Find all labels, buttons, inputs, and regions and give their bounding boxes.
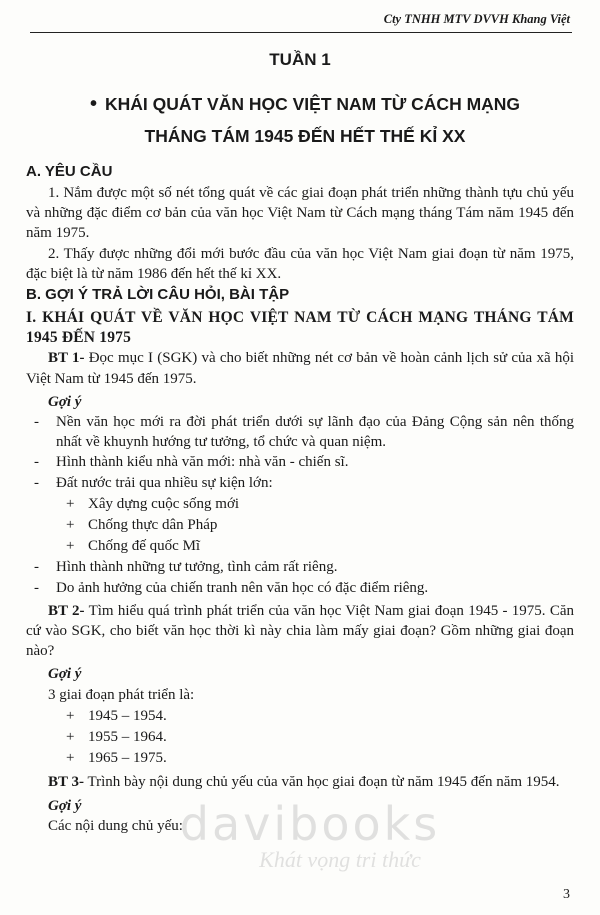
list-item-text: Nền văn học mới ra đời phát triển dưới sự lãnh đạo của Đảng Cộng sản nên thống nhất về khuynh hướng tư tưởng, tổ chức và quan niệm. bbox=[56, 414, 574, 451]
bt1-sublist bbox=[26, 494, 574, 557]
lesson-title-line-2: THÁNG TÁM 1945 ĐẾN HẾT THẾ KỈ XX bbox=[144, 126, 466, 146]
watermark-slogan: Khát vọng tri thức bbox=[259, 847, 421, 872]
bt3-intro: Các nội dung chủ yếu: bbox=[48, 817, 183, 834]
list-item-text: Do ảnh hưởng của chiến tranh nên văn học có đặc điểm riêng. bbox=[56, 579, 429, 596]
bt1-question bbox=[26, 348, 574, 388]
list-item-text: Hình thành kiểu nhà văn mới: nhà văn - chiến sĩ. bbox=[56, 454, 349, 471]
bt2-question bbox=[26, 601, 574, 662]
bt1-label: BT 1- bbox=[48, 350, 85, 367]
plus-mark: + bbox=[66, 517, 75, 534]
bt3-label: BT 3- bbox=[48, 774, 84, 791]
list-item bbox=[26, 412, 574, 452]
list-item-text: Hình thành những tư tưởng, tình cảm rất riêng. bbox=[56, 559, 338, 576]
list-item bbox=[26, 557, 574, 577]
dash-mark: - bbox=[34, 454, 39, 471]
list-item bbox=[26, 706, 574, 726]
lesson-title-line-1-text: KHÁI QUÁT VĂN HỌC VIỆT NAM TỪ CÁCH MẠNG bbox=[104, 94, 521, 114]
bt3-question-text: Trình bày nội dung chủ yếu của văn học giai đoạn từ năm 1945 đến năm 1954. bbox=[83, 774, 560, 791]
list-item-text: Xây dựng cuộc sống mới bbox=[88, 495, 240, 512]
bt1-list bbox=[26, 412, 574, 598]
dash-mark: - bbox=[34, 559, 39, 576]
list-item bbox=[26, 727, 574, 747]
bt3-hint: Gợi ý bbox=[48, 797, 82, 814]
list-item-text: Chống thực dân Pháp bbox=[88, 517, 218, 534]
page-number: 3 bbox=[563, 887, 570, 902]
list-item bbox=[26, 473, 574, 493]
bt1-hint: Gợi ý bbox=[48, 393, 82, 410]
publisher-header: Cty TNHH MTV DVVH Khang Việt bbox=[383, 12, 570, 26]
lesson-title-line-1 bbox=[40, 88, 570, 120]
list-item-text: Đất nước trải qua nhiều sự kiện lớn: bbox=[56, 474, 273, 491]
list-item-text: 1955 – 1964. bbox=[88, 729, 167, 746]
bt3-question bbox=[26, 772, 574, 792]
list-item bbox=[26, 494, 574, 514]
bt2-label: BT 2- bbox=[48, 602, 85, 619]
title-bullet: • bbox=[89, 93, 97, 115]
list-item-text: 1965 – 1975. bbox=[88, 750, 167, 767]
list-item bbox=[26, 536, 574, 556]
dash-mark: - bbox=[34, 414, 39, 431]
list-item bbox=[26, 748, 574, 768]
plus-mark: + bbox=[66, 729, 75, 746]
list-item bbox=[26, 515, 574, 535]
dash-mark: - bbox=[34, 579, 39, 596]
bt2-question-text: Tìm hiểu quá trình phát triển của văn học Việt Nam giai đoạn 1945 - 1975. Căn cứ vào SGK, cho biết văn học thời kì này chia làm mấy giai đoạn? Gồm những giai đoạn nào? bbox=[26, 602, 575, 660]
dash-mark: - bbox=[34, 474, 39, 491]
bt2-hint: Gợi ý bbox=[48, 666, 82, 683]
bt2-intro: 3 giai đoạn phát triển là: bbox=[48, 686, 195, 703]
week-heading: TUẦN 1 bbox=[269, 50, 331, 69]
bt1-question-text: Đọc mục I (SGK) và cho biết những nét cơ bản về hoàn cảnh lịch sử của xã hội Việt Nam từ 1945 đến 1975. bbox=[26, 350, 575, 387]
plus-mark: + bbox=[66, 538, 75, 555]
plus-mark: + bbox=[66, 707, 75, 724]
section-a-paragraph-1: 1. Nắm được một số nét tổng quát về các giai đoạn phát triển những thành tựu chủ yếu và những đặc điểm cơ bản của văn học Việt Nam từ Cách mạng tháng Tám năm 1945 đến năm 1975. bbox=[26, 185, 574, 242]
bt2-periods bbox=[26, 706, 574, 769]
section-a-paragraph-2: 2. Thấy được những đổi mới bước đầu của văn học Việt Nam giai đoạn từ năm 1975, đặc biệt là từ năm 1986 đến hết thế kỉ XX. bbox=[26, 245, 574, 282]
watermark-brand: davibooks bbox=[179, 797, 441, 851]
section-b-heading: B. GỢI Ý TRẢ LỜI CÂU HỎI, BÀI TẬP bbox=[26, 286, 290, 304]
header-rule bbox=[30, 32, 572, 33]
list-item-text: Chống đế quốc Mĩ bbox=[88, 538, 201, 555]
page-content bbox=[26, 161, 574, 836]
list-item bbox=[26, 578, 574, 598]
list-item bbox=[26, 452, 574, 472]
plus-mark: + bbox=[66, 750, 75, 767]
section-a-heading: A. YÊU CẦU bbox=[26, 163, 113, 180]
section-i-heading: I. KHÁI QUÁT VỀ VĂN HỌC VIỆT NAM TỪ CÁCH MẠNG THÁNG TÁM 1945 ĐẾN 1975 bbox=[26, 309, 574, 347]
lesson-title bbox=[40, 88, 570, 152]
plus-mark: + bbox=[66, 495, 75, 512]
list-item-text: 1945 – 1954. bbox=[88, 707, 167, 724]
